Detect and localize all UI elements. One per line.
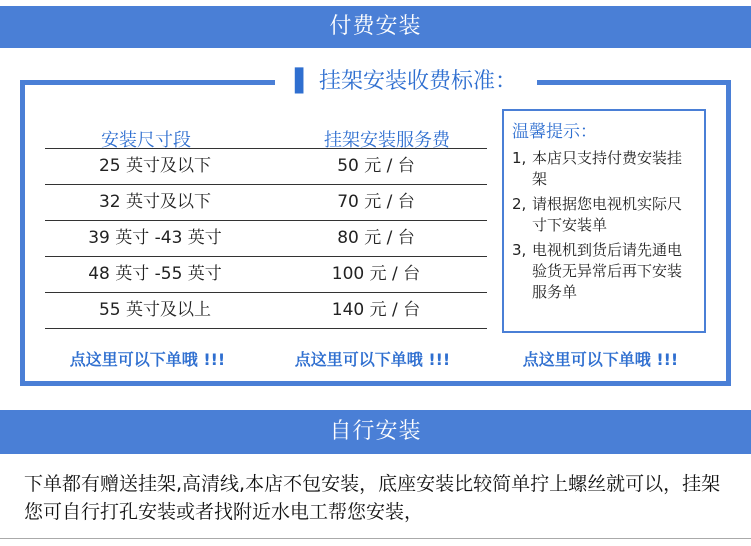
table-row [45,184,487,220]
service-fee-header: 挂架安装服务费 [324,130,450,151]
size-cell: 25 英寸及以下 [98,156,212,176]
self-installation-note: 下单都有赠送挂架,高清线,本店不包安装，底座安装比较简单拧上螺丝就可以，挂架您可自行打孔安装或者找附近水电工帮您安装， [24,473,721,523]
tip-number: 1, [512,149,527,167]
order-link[interactable]: 点这里可以下单哦 !!! [69,350,226,369]
size-cell: 55 英寸及以上 [98,300,212,320]
price-cell: 50 元 / 台 [337,156,415,176]
price-cell: 140 元 / 台 [331,300,421,320]
tip-number: 2, [512,195,527,213]
size-range-header: 安装尺寸段 [101,130,191,151]
tips-box [502,109,706,333]
tip-number: 3, [512,241,527,259]
order-link[interactable]: 点这里可以下单哦 !!! [294,350,451,369]
size-cell: 39 英寸 -43 英寸 [88,228,222,248]
divider [0,538,751,539]
order-link[interactable]: 点这里可以下单哦 !!! [522,350,679,369]
table-row [45,220,487,256]
size-cell: 48 英寸 -55 英寸 [88,264,222,284]
tip-text: 本店只支持付费安装挂架 [532,149,683,188]
tip-item [512,148,696,190]
fee-standard-title: ▌ 挂架安装收费标准： [275,66,537,98]
self-installation-banner: 自行安装 [0,410,751,454]
tips-title: 温馨提示： [512,122,597,142]
tip-item [512,240,696,303]
fee-table [45,148,487,329]
price-cell: 80 元 / 台 [337,228,415,248]
tip-text: 电视机到货后请先通电验货无异常后再下安装服务单 [532,241,683,301]
tip-item [512,194,696,236]
price-cell: 70 元 / 台 [337,192,415,212]
table-row [45,256,487,292]
table-row [45,148,487,184]
tip-text: 请根据您电视机实际尺寸下安装单 [532,195,683,234]
order-links-row [25,347,726,370]
paid-installation-banner: 付费安装 [0,6,751,48]
size-cell: 32 英寸及以下 [98,192,212,212]
price-cell: 100 元 / 台 [331,264,421,284]
fee-standard-panel [20,69,731,386]
table-row [45,292,487,329]
